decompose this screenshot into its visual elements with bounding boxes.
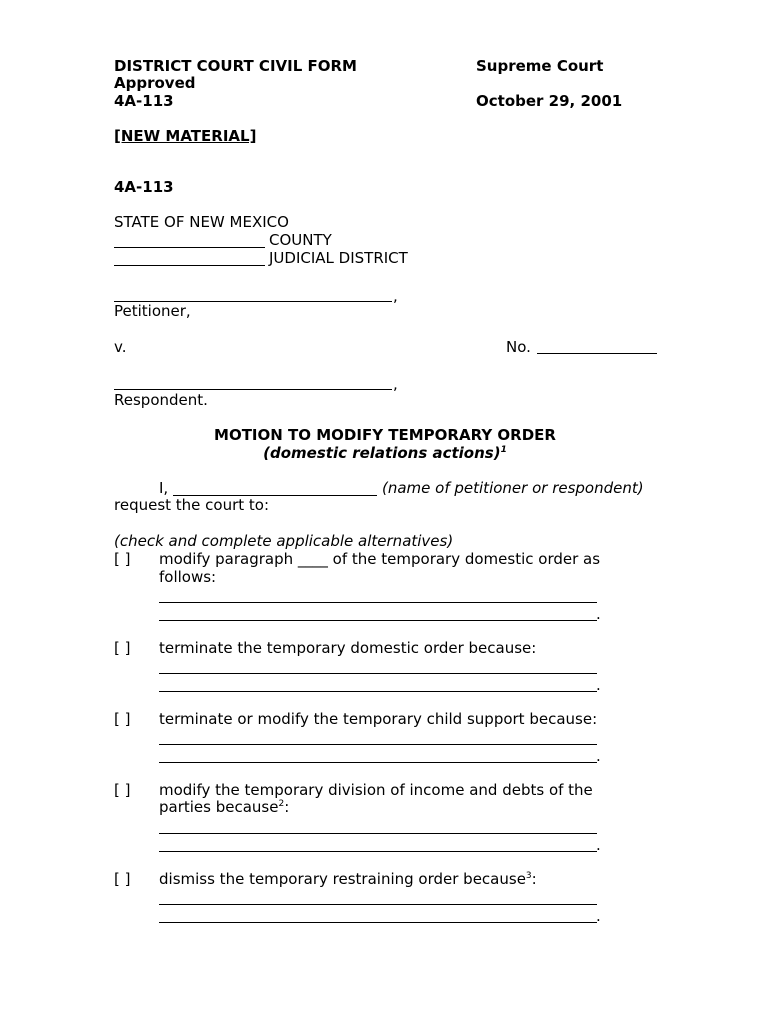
option-4-text-cont-label: parties because bbox=[159, 798, 279, 816]
versus-label: v. bbox=[114, 338, 127, 356]
option-3-checkbox: [ ] bbox=[114, 710, 131, 728]
form-number: 4A-113 bbox=[114, 92, 174, 110]
option-5-checkbox: [ ] bbox=[114, 870, 131, 888]
option-4-blank-1 bbox=[159, 833, 597, 834]
respondent-label: Respondent. bbox=[114, 391, 208, 409]
new-material-label: [NEW MATERIAL] bbox=[114, 127, 257, 145]
respondent-comma: , bbox=[393, 375, 398, 393]
option-3-blank-1 bbox=[159, 744, 597, 745]
name-hint: (name of petitioner or respondent) bbox=[382, 479, 644, 497]
footnote-ref-1: 1 bbox=[500, 445, 507, 455]
case-number-label: No. bbox=[506, 338, 531, 356]
form-approved-label: Approved bbox=[114, 74, 196, 92]
option-1-period: . bbox=[596, 605, 601, 623]
option-1-text: modify paragraph ____ of the temporary domestic order as bbox=[159, 550, 601, 568]
district-label: JUDICIAL DISTRICT bbox=[269, 249, 408, 267]
option-3-blank-2 bbox=[159, 762, 597, 763]
option-2-blank-1 bbox=[159, 673, 597, 674]
option-5-blank-1 bbox=[159, 904, 597, 905]
option-4-blank-2 bbox=[159, 851, 597, 852]
petitioner-comma: , bbox=[393, 287, 398, 305]
option-1-blank-2 bbox=[159, 620, 597, 621]
option-5-colon: : bbox=[531, 870, 537, 888]
request-text: request the court to: bbox=[114, 496, 270, 514]
option-4-checkbox: [ ] bbox=[114, 781, 131, 799]
option-3-period: . bbox=[596, 747, 601, 765]
instructions: (check and complete applicable alternatives) bbox=[114, 532, 454, 550]
option-5-text-label: dismiss the temporary restraining order because bbox=[159, 870, 526, 888]
option-1-blank-1 bbox=[159, 602, 597, 603]
option-5-text bbox=[159, 870, 537, 888]
approval-body: Supreme Court bbox=[476, 57, 604, 75]
option-2-blank-2 bbox=[159, 691, 597, 692]
option-4-colon: : bbox=[284, 798, 290, 816]
respondent-name-blank bbox=[114, 389, 392, 390]
option-2-text: terminate the temporary domestic order because: bbox=[159, 639, 537, 657]
state-name: STATE OF NEW MEXICO bbox=[114, 213, 289, 231]
form-id: 4A-113 bbox=[114, 178, 174, 196]
footnote-ref-2: 2 bbox=[278, 799, 285, 809]
motion-subtitle-text: (domestic relations actions) bbox=[263, 444, 501, 462]
case-number-blank bbox=[537, 353, 657, 354]
motion-subtitle bbox=[0, 444, 770, 462]
form-title: DISTRICT COURT CIVIL FORM bbox=[114, 57, 357, 75]
county-blank bbox=[114, 247, 265, 248]
option-1-checkbox: [ ] bbox=[114, 550, 131, 568]
option-1-text-cont: follows: bbox=[159, 568, 217, 586]
option-4-text: modify the temporary division of income and debts of the bbox=[159, 781, 593, 799]
option-3-text: terminate or modify the temporary child support because: bbox=[159, 710, 598, 728]
motion-title: MOTION TO MODIFY TEMPORARY ORDER bbox=[214, 426, 556, 444]
option-2-period: . bbox=[596, 676, 601, 694]
option-5-blank-2 bbox=[159, 922, 597, 923]
option-2-checkbox: [ ] bbox=[114, 639, 131, 657]
intro-prefix: I, bbox=[159, 479, 169, 497]
option-5-period: . bbox=[596, 907, 601, 925]
footnote-ref-3: 3 bbox=[525, 871, 532, 881]
option-4-text-cont bbox=[159, 798, 289, 816]
district-blank bbox=[114, 265, 265, 266]
petitioner-label: Petitioner, bbox=[114, 302, 191, 320]
option-4-period: . bbox=[596, 836, 601, 854]
county-label: COUNTY bbox=[269, 231, 332, 249]
approval-date: October 29, 2001 bbox=[476, 92, 623, 110]
